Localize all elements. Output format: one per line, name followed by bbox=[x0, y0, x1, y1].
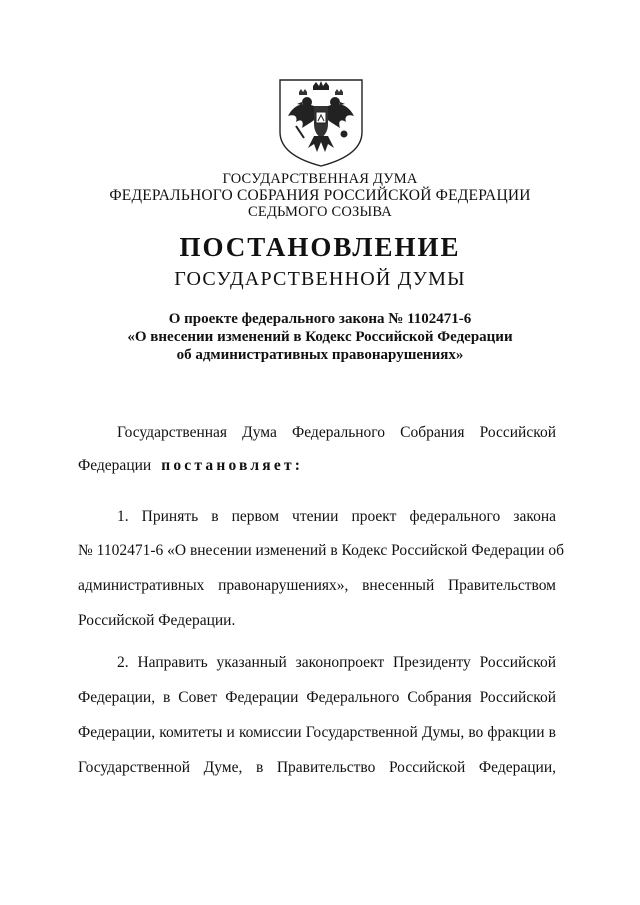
item-2-line-1: 2. Направить указанный законопроект Президенту Российской bbox=[117, 654, 556, 671]
caption-line-1: О проекте федерального закона № 1102471-6 bbox=[168, 311, 472, 327]
resolves-verb: постановляет: bbox=[161, 457, 304, 474]
coat-of-arms-emblem bbox=[274, 76, 368, 168]
caption-line-3: об административных правонарушениях» bbox=[176, 347, 464, 363]
organization-name-line-2: ФЕДЕРАЛЬНОГО СОБРАНИЯ РОССИЙСКОЙ ФЕДЕРАЦИИ bbox=[109, 187, 531, 204]
caption-line-2: «О внесении изменений в Кодекс Российской Федерации bbox=[127, 329, 513, 345]
item-1-line-2: № 1102471-6 «О внесении изменений в Кодекс Российской Федерации об bbox=[78, 542, 565, 559]
item-1-line-3: административных правонарушениях», внесенный Правительством bbox=[78, 577, 556, 594]
item-2-line-3: Федерации, комитеты и комиссии Государственной Думы, во фракции в bbox=[78, 724, 556, 741]
item-2-line-2: Федерации, в Совет Федерации Федерального Собрания Российской bbox=[78, 689, 556, 706]
intro-federation-text: Федерации bbox=[78, 457, 152, 474]
convocation-line: СЕДЬМОГО СОЗЫВА bbox=[248, 204, 392, 220]
double-headed-eagle-icon bbox=[274, 76, 368, 168]
organization-name-line-1: ГОСУДАРСТВЕННАЯ ДУМА bbox=[222, 171, 418, 187]
item-1-line-4: Российской Федерации. bbox=[78, 612, 236, 629]
document-subtitle: ГОСУДАРСТВЕННОЙ ДУМЫ bbox=[174, 268, 466, 290]
item-1-line-1: 1. Принять в первом чтении проект федерального закона bbox=[117, 508, 556, 525]
intro-line-2 bbox=[78, 457, 556, 475]
document-title: ПОСТАНОВЛЕНИЕ bbox=[179, 232, 461, 262]
item-2-line-4: Государственной Думе, в Правительство Российской Федерации, bbox=[78, 759, 556, 776]
intro-line-1: Государственная Дума Федерального Собрания Российской bbox=[117, 424, 556, 441]
